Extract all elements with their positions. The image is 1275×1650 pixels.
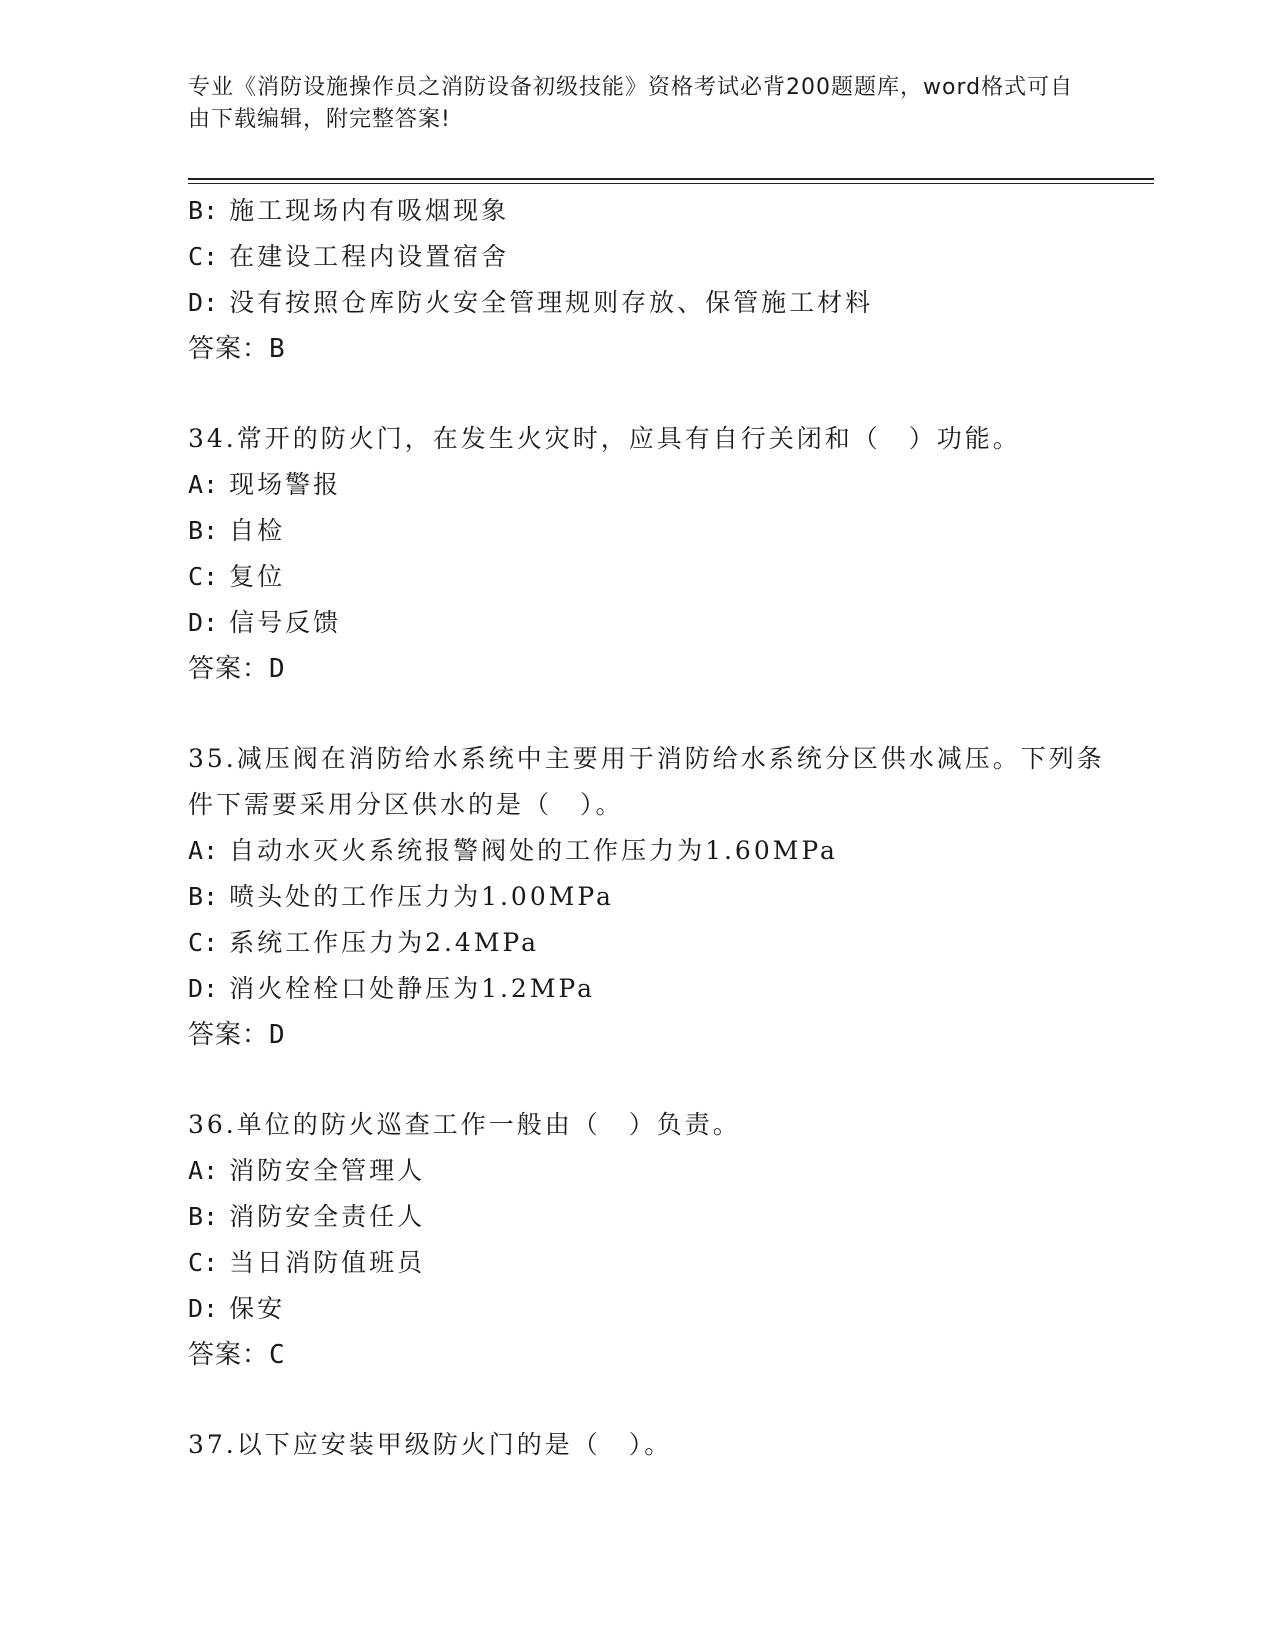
option-d — [188, 966, 1118, 1012]
option-text: 消防安全责任人 — [229, 1202, 426, 1231]
option-text: 施工现场内有吸烟现象 — [229, 196, 510, 225]
answer-value: B — [269, 334, 286, 364]
question-text: 36.单位的防火巡查工作一般由（ ）负责。 — [188, 1110, 741, 1139]
option-label: C: — [188, 562, 219, 591]
answer-value: D — [269, 654, 286, 684]
answer-line — [188, 1332, 1118, 1378]
spacer — [188, 1378, 1118, 1422]
option-a — [188, 462, 1118, 508]
answer-line — [188, 326, 1118, 372]
option-text: 消火栓栓口处静压为1.2MPa — [229, 974, 596, 1003]
option-text: 消防安全管理人 — [229, 1156, 426, 1185]
question-34 — [188, 416, 1118, 692]
option-text: 在建设工程内设置宿舍 — [229, 242, 510, 271]
header-rule-thick — [188, 178, 1154, 180]
option-label: B: — [188, 1202, 219, 1231]
option-label: D: — [188, 974, 219, 1003]
answer-label: 答案： — [188, 1340, 270, 1370]
option-label: D: — [188, 608, 219, 637]
answer-label: 答案： — [188, 1020, 270, 1050]
option-text: 没有按照仓库防火安全管理规则存放、保管施工材料 — [229, 288, 874, 317]
question-37 — [188, 1422, 1118, 1468]
document-header — [188, 72, 1088, 136]
option-c — [188, 920, 1118, 966]
option-label: D: — [188, 1294, 219, 1323]
option-label: B: — [188, 196, 219, 225]
option-d — [188, 1286, 1118, 1332]
option-text: 信号反馈 — [229, 608, 342, 637]
question-list — [188, 188, 1118, 1468]
option-d — [188, 280, 1118, 326]
option-text: 当日消防值班员 — [229, 1248, 426, 1277]
option-text: 喷头处的工作压力为1.00MPa — [229, 882, 614, 911]
option-text: 保安 — [229, 1294, 286, 1323]
option-label: B: — [188, 882, 219, 911]
option-d — [188, 600, 1118, 646]
option-a — [188, 828, 1118, 874]
spacer — [188, 692, 1118, 736]
answer-label: 答案： — [188, 654, 270, 684]
option-label: C: — [188, 242, 219, 271]
question-text: 35.减压阀在消防给水系统中主要用于消防给水系统分区供水减压。下列条件下需要采用分区供水的是（ ）。 — [188, 744, 1105, 819]
option-label: C: — [188, 928, 219, 957]
option-label: A: — [188, 1156, 219, 1185]
option-text: 现场警报 — [229, 470, 342, 499]
option-label: B: — [188, 516, 219, 545]
option-c — [188, 554, 1118, 600]
answer-value: C — [269, 1340, 286, 1370]
option-label: C: — [188, 1248, 219, 1277]
question-35 — [188, 736, 1118, 1058]
option-c — [188, 1240, 1118, 1286]
option-text: 复位 — [229, 562, 286, 591]
answer-label: 答案： — [188, 334, 270, 364]
option-text: 系统工作压力为2.4MPa — [229, 928, 540, 957]
question-33-tail — [188, 188, 1118, 372]
header-title: 专业《消防设施操作员之消防设备初级技能》资格考试必背200题题库，word格式可自由下载编辑，附完整答案! — [188, 75, 1074, 132]
option-b — [188, 508, 1118, 554]
option-label: D: — [188, 288, 219, 317]
spacer — [188, 1058, 1118, 1102]
option-b — [188, 1194, 1118, 1240]
question-text: 34.常开的防火门，在发生火灾时，应具有自行关闭和（ ）功能。 — [188, 424, 1021, 453]
option-text: 自检 — [229, 516, 286, 545]
question-36 — [188, 1102, 1118, 1378]
answer-line — [188, 646, 1118, 692]
option-c — [188, 234, 1118, 280]
option-text: 自动水灭火系统报警阀处的工作压力为1.60MPa — [229, 836, 838, 865]
spacer — [188, 372, 1118, 416]
answer-line — [188, 1012, 1118, 1058]
answer-value: D — [269, 1020, 286, 1050]
option-label: A: — [188, 470, 219, 499]
question-text: 37.以下应安装甲级防火门的是（ ）。 — [188, 1430, 673, 1459]
option-b — [188, 874, 1118, 920]
header-rule-thin — [188, 183, 1154, 184]
option-label: A: — [188, 836, 219, 865]
option-a — [188, 1148, 1118, 1194]
option-b — [188, 188, 1118, 234]
